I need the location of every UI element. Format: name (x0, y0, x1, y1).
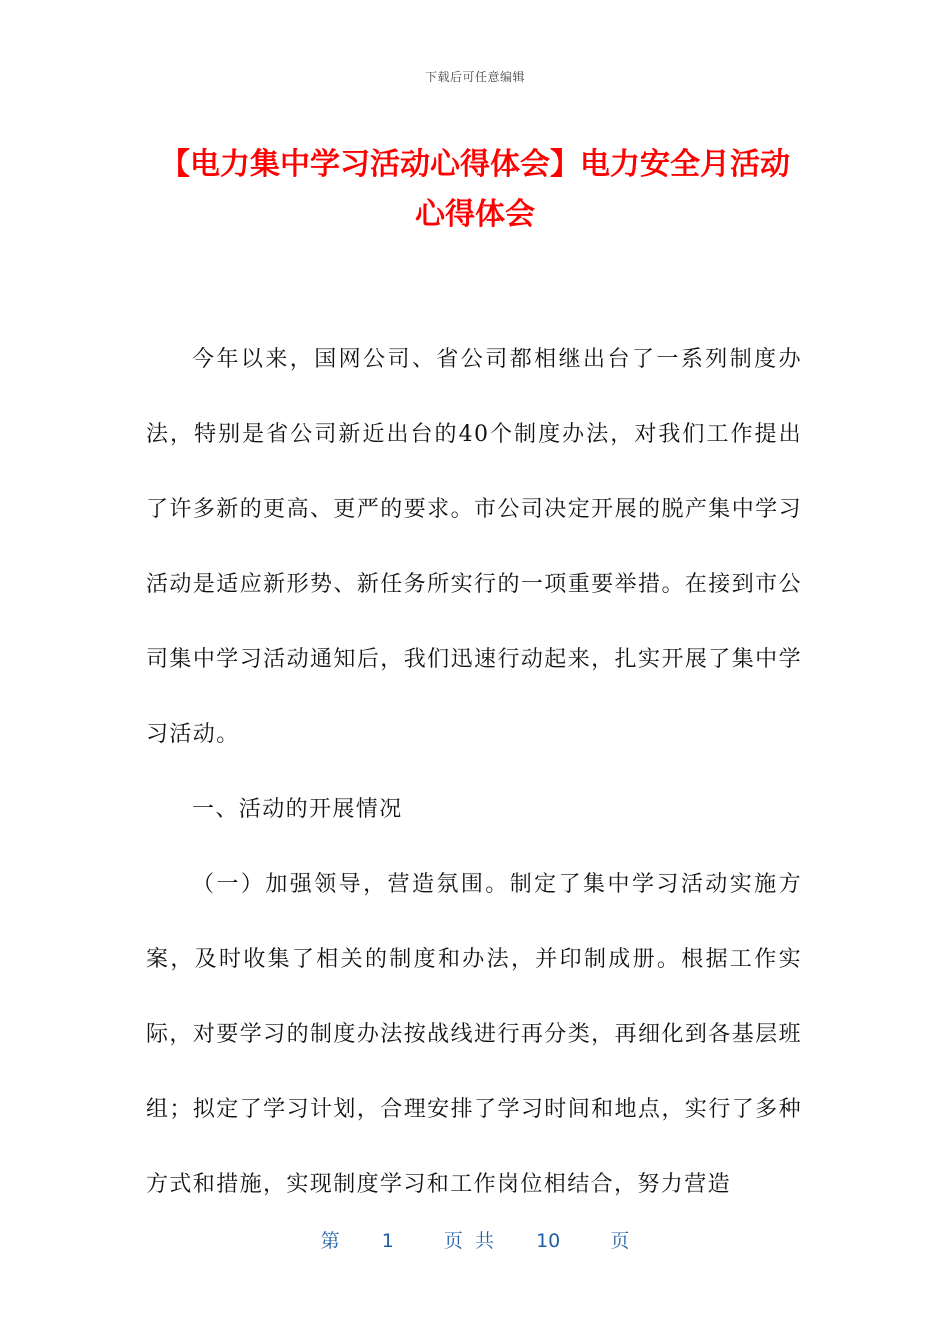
document-title: 【电力集中学习活动心得体会】电力安全月活动心得体会 (160, 147, 790, 232)
page-footer (0, 1226, 950, 1253)
section-heading: 一、活动的开展情况 (192, 797, 403, 822)
footer-middle: 页 共 (443, 1230, 494, 1252)
paragraph-section-1: （一）加强领导，营造氛围。制定了集中学习活动实施方案，及时收集了相关的制度和办法，并印制成册。根据工作实际，对要学习的制度办法按战线进行再分类，再细化到各基层班组；拟定了学习计划，合理安排了学习时间和地点，实行了多种方式和措施，实现制度学习和工作岗位相结合，努力营造 (146, 872, 802, 1197)
paragraph-intro: 今年以来，国网公司、省公司都相继出台了一系列制度办法，特别是省公司新近出台的40个制度办法，对我们工作提出了许多新的更高、更严的要求。市公司决定开展的脱产集中学习活动是适应新形势、新任务所实行的一项重要举措。在接到市公司集中学习活动通知后，我们迅速行动起来，扎实开展了集中学习活动。 (146, 347, 802, 747)
document-body (146, 322, 802, 1222)
footer-prefix: 第 (320, 1230, 340, 1252)
footer-total-pages: 10 (536, 1230, 561, 1252)
footer-current-page: 1 (381, 1230, 394, 1252)
header-note: 下载后可任意编辑 (424, 70, 525, 84)
footer-suffix: 页 (610, 1230, 630, 1252)
